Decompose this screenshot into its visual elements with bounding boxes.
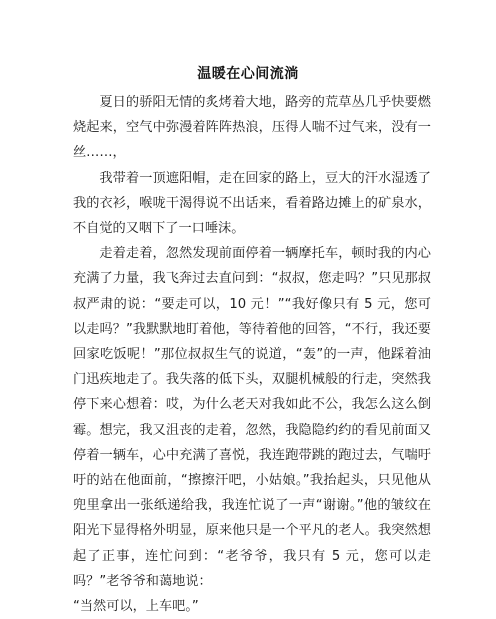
document-body <box>73 90 431 619</box>
paragraph: 走着走着，忽然发现前面停着一辆摩托车，顿时我的内心充满了力量，我飞奔过去直问到：“叔叔，您走吗？”只见那叔叔严肃的说：“要走可以，10 元！”“我好像只有 5 元，您可以走吗？”我默默地盯着他，等待着他的回答，“不行，我还要回家吃饭呢！”那位叔叔生气的说道，“轰”的一声，他踩着油门迅疾地走了。我失落的低下头，双腿机械般的行走，突然我停下来心想着：哎，为什么老天对我如此不公，我怎么这么倒霉。想完，我又沮丧的走着，忽然，我隐隐约约的看见前面又停着一辆车，心中充满了喜悦，我连跑带跳的跑过去，气喘吁吁的站在他面前，“擦擦汗吧，小姑娘。”我抬起头，只见他从兜里拿出一张纸递给我，我连忙说了一声“谢谢。”他的皱纹在阳光下显得格外明显，原来他只是一个平凡的老人。我突然想起了正事，连忙问到：“老爷爷，我只有 5 元，您可以走吗？”老爷爷和蔼地说： <box>73 246 431 589</box>
paragraph: 夏日的骄阳无情的炙烤着大地，路旁的荒草丛几乎快要燃烧起来，空气中弥漫着阵阵热浪，压得人喘不过气来，没有一丝……， <box>73 95 431 161</box>
document-title: 温暖在心间流淌 <box>197 66 299 82</box>
paragraph: “当然可以，上车吧。” <box>73 599 199 615</box>
paragraph: 我带着一顶遮阳帽，走在回家的路上，豆大的汗水湿透了我的衣衫，喉咙干渴得说不出话来，看着路边摊上的矿泉水，不自觉的又咽下了一口唾沫。 <box>73 170 431 237</box>
